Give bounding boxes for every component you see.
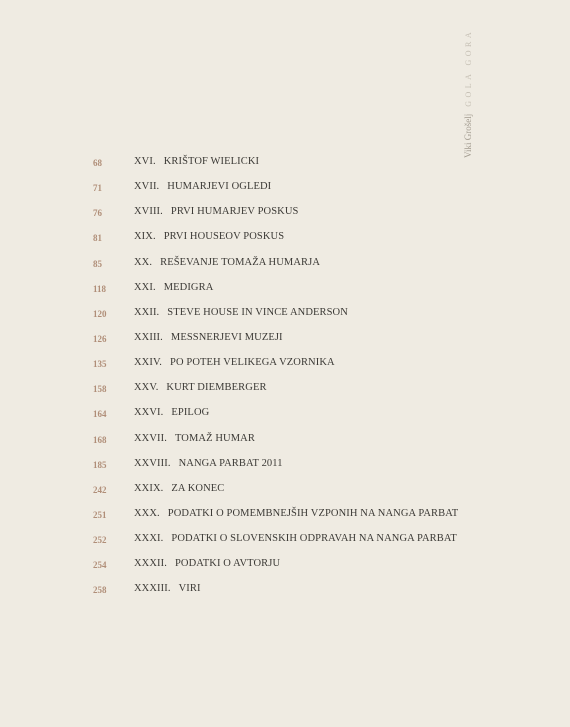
toc-entry-text (134, 407, 209, 418)
toc-entry (0, 505, 570, 530)
toc-entry-text (134, 231, 284, 242)
chapter-title: EPILOG (171, 407, 210, 419)
toc-entry (0, 203, 570, 228)
toc-entry-text (134, 508, 458, 519)
chapter-title: ZA KONEC (171, 482, 225, 494)
toc-entry (0, 178, 570, 203)
toc-page-number: 251 (93, 509, 107, 520)
toc-entry-text (134, 433, 255, 444)
toc-page-number: 185 (93, 459, 107, 470)
toc-entry (0, 530, 570, 555)
toc-page-number: 164 (93, 409, 107, 420)
chapter-title: STEVE HOUSE IN VINCE ANDERSON (167, 306, 348, 318)
chapter-numeral: XXXI. (134, 533, 164, 545)
chapter-title: PODATKI O AVTORJU (174, 558, 281, 570)
toc-entry-text (134, 558, 280, 569)
toc-page-number: 120 (93, 308, 107, 319)
toc-page-number: 252 (93, 535, 107, 546)
toc-page-number: 168 (93, 434, 107, 445)
toc-page-number: 135 (93, 359, 107, 370)
toc-entry-text (134, 257, 320, 268)
toc-page-number: 85 (93, 258, 102, 269)
chapter-numeral: XXV. (134, 382, 159, 394)
chapter-numeral: XXIV. (134, 357, 163, 369)
chapter-title: KRIŠTOF WIELICKI (163, 156, 260, 167)
chapter-numeral: XXVII. (134, 432, 167, 444)
toc-entry (0, 379, 570, 404)
toc-entry (0, 304, 570, 329)
toc-entry-text (134, 156, 259, 167)
toc-page-number: 158 (93, 384, 107, 395)
chapter-title: PODATKI O POMEMBNEJŠIH VZPONIH NA NANGA PARBAT (167, 507, 459, 519)
toc-entry-text (134, 533, 457, 544)
toc-page-number: 71 (93, 183, 102, 194)
toc-page-number: 126 (93, 333, 107, 344)
chapter-title: REŠEVANJE TOMAŽA HUMARJA (160, 256, 321, 268)
chapter-numeral: XXXIII. (134, 583, 171, 595)
toc-entry (0, 279, 570, 304)
chapter-numeral: XXI. (134, 281, 156, 293)
chapter-title: NANGA PARBAT 2011 (178, 457, 283, 469)
toc-page-number: 118 (93, 283, 107, 294)
toc-page-number: 254 (93, 560, 107, 571)
toc-entry (0, 254, 570, 279)
chapter-numeral: XXX. (134, 507, 160, 519)
toc-page-number: 258 (93, 585, 107, 596)
toc-page-number: 68 (93, 158, 102, 168)
running-header (458, 8, 478, 158)
chapter-numeral: XXIII. (134, 331, 163, 343)
toc-entry (0, 430, 570, 455)
toc-entry-text (134, 206, 298, 217)
chapter-numeral: XXII. (134, 306, 160, 318)
chapter-title: TOMAŽ HUMAR (174, 432, 255, 444)
toc-entry-text (134, 307, 348, 318)
chapter-title: PRVI HUMARJEV POSKUS (170, 206, 299, 218)
chapter-title: HUMARJEVI OGLEDI (167, 181, 272, 193)
table-of-contents (0, 153, 570, 606)
toc-entry-text (134, 357, 335, 368)
chapter-title: PODATKI O SLOVENSKIH ODPRAVAH NA NANGA PARBAT (171, 533, 457, 545)
chapter-numeral: XX. (134, 256, 153, 268)
chapter-title: PRVI HOUSEOV POSKUS (163, 231, 285, 243)
toc-page-number: 76 (93, 208, 102, 219)
toc-entry (0, 153, 570, 178)
chapter-numeral: XXVIII. (134, 457, 171, 469)
toc-entry (0, 580, 570, 605)
chapter-numeral: XVI. (134, 156, 156, 167)
chapter-numeral: XXVI. (134, 407, 164, 419)
chapter-numeral: XIX. (134, 231, 156, 243)
toc-entry-text (134, 382, 267, 393)
running-header-author: Viki Grošelj (463, 113, 473, 158)
chapter-title: MEDIGRA (163, 281, 214, 293)
toc-entry-text (134, 181, 271, 192)
toc-entry-text (134, 282, 213, 293)
chapter-numeral: XXIX. (134, 482, 164, 494)
toc-entry (0, 329, 570, 354)
chapter-title: KURT DIEMBERGER (166, 382, 267, 394)
chapter-title: VIRI (178, 583, 201, 595)
chapter-title: PO POTEH VELIKEGA VZORNIKA (170, 357, 335, 369)
toc-page-number: 242 (93, 484, 107, 495)
toc-entry-text (134, 583, 201, 594)
toc-entry-text (134, 483, 224, 494)
toc-entry (0, 555, 570, 580)
running-header-text (458, 8, 478, 158)
chapter-numeral: XXXII. (134, 558, 167, 570)
toc-entry (0, 455, 570, 480)
toc-entry-text (134, 332, 283, 343)
toc-entry-text (134, 458, 283, 469)
chapter-title: MESSNERJEVI MUZEJI (170, 331, 283, 343)
toc-entry (0, 404, 570, 429)
toc-page-number: 81 (93, 233, 102, 244)
chapter-numeral: XVIII. (134, 206, 163, 218)
toc-entry (0, 480, 570, 505)
toc-entry (0, 228, 570, 253)
running-header-title: GOLA GORA (463, 28, 473, 107)
toc-entry (0, 354, 570, 379)
chapter-numeral: XVII. (134, 181, 160, 193)
